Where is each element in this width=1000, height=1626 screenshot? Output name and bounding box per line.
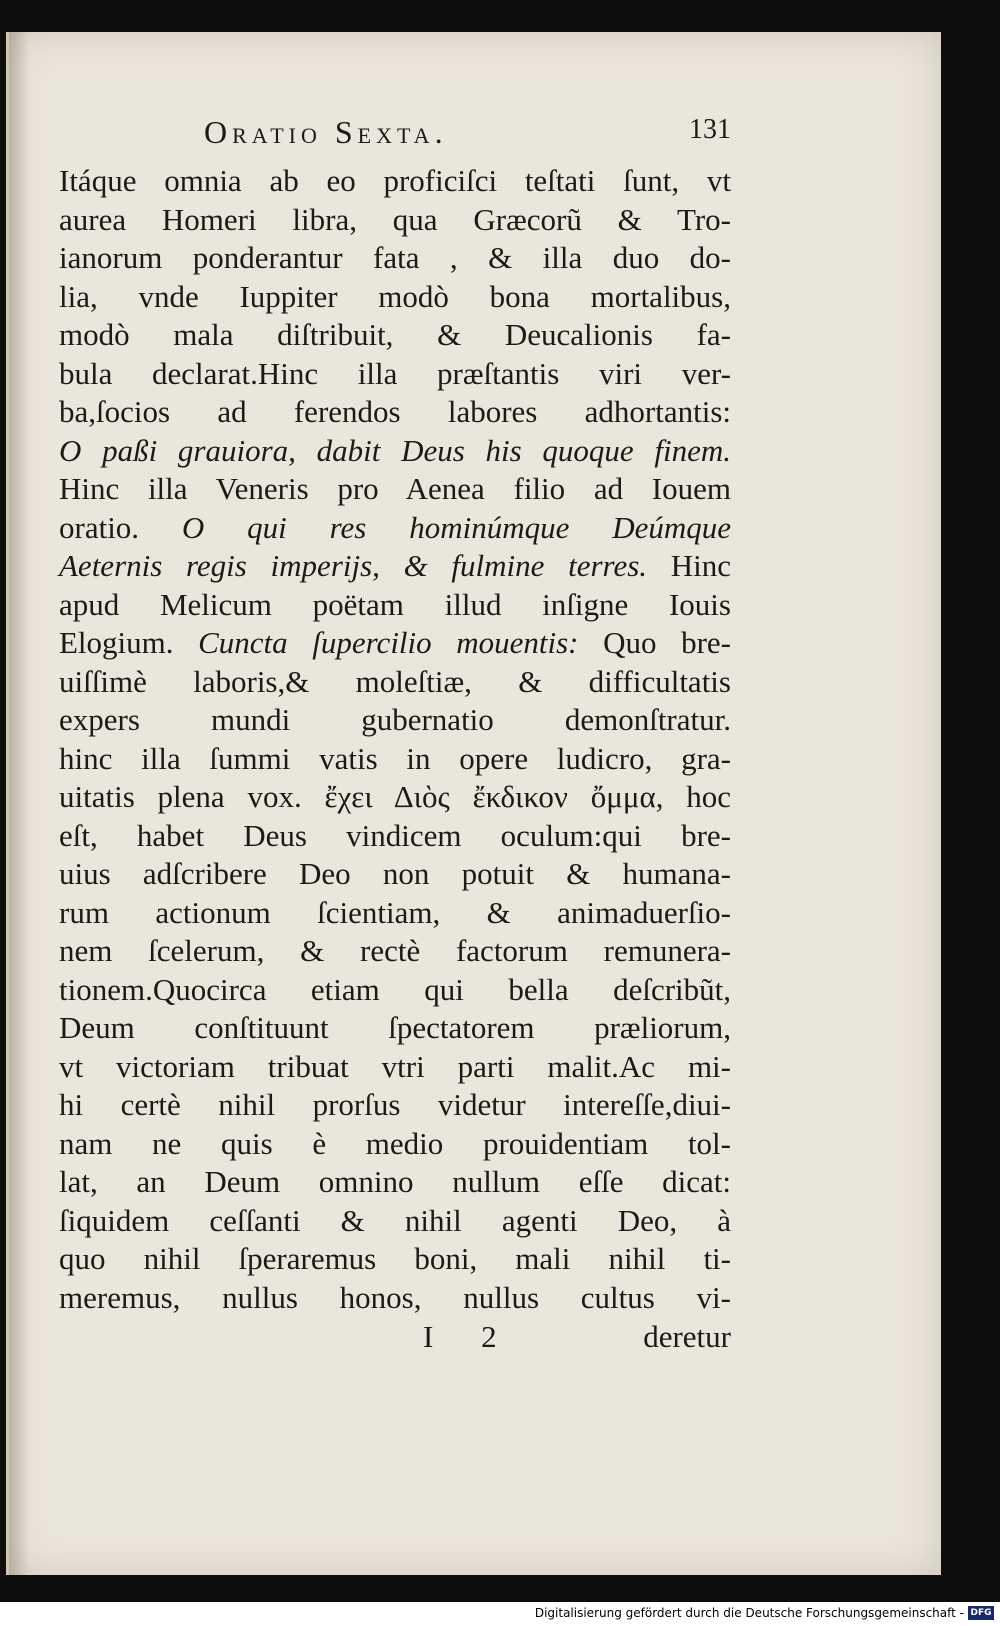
text-line: modò mala diſtribuit, & Deucalionis fa- bbox=[59, 317, 731, 352]
text-line: ſiquidem ceſſanti & nihil agenti Deo, à bbox=[59, 1202, 731, 1238]
text-line: quo nihil ſperaremus boni, mali nihil ti- bbox=[59, 1241, 731, 1276]
text-line: nem ſcelerum, & rectè factorum remunera- bbox=[59, 933, 731, 968]
text-line bbox=[59, 547, 731, 586]
text-block bbox=[59, 110, 731, 1359]
text-line: hi certè nihil prorſus videtur intereſſe,diui- bbox=[59, 1087, 731, 1122]
text-line bbox=[59, 509, 731, 548]
text-line: Deum conſtituunt ſpectatorem præliorum, bbox=[59, 1010, 731, 1045]
catchword: deretur bbox=[643, 1319, 731, 1354]
text-line: hinc illa ſummi vatis in opere ludicro, gra- bbox=[59, 740, 731, 776]
text-segment: Cuncta ſupercilio mouentis: bbox=[198, 625, 604, 660]
text-line: nam ne quis è medio prouidentiam tol- bbox=[59, 1125, 731, 1161]
text-line: Hinc illa Veneris pro Aenea filio ad Iouem bbox=[59, 471, 731, 506]
text-line: ianorum ponderantur fata , & illa duo do- bbox=[59, 240, 731, 275]
text-line: eſt, habet Deus vindicem oculum:qui bre- bbox=[59, 817, 731, 853]
book-page bbox=[6, 32, 941, 1575]
text-line: vt victoriam tribuat vtri parti malit.Ac mi- bbox=[59, 1048, 731, 1084]
text-segment: O qui res hominúmque Deúmque bbox=[181, 509, 731, 545]
credit-text: Digitalisierung gefördert durch die Deutsche Forschungsgemeinschaft - bbox=[534, 1606, 964, 1620]
text-line: bula declarat.Hinc illa præſtantis viri ver- bbox=[59, 355, 731, 391]
text-line: expers mundi gubernatio demonſtratur. bbox=[59, 702, 731, 737]
footer-line bbox=[59, 1319, 731, 1359]
gutter-shadow bbox=[9, 32, 29, 1575]
running-title: Oratio Sexta. bbox=[204, 114, 448, 150]
text-line bbox=[59, 624, 731, 663]
dfg-logo-icon: DFG bbox=[968, 1606, 994, 1620]
text-line: O paßi grauiora, dabit Deus his quoque finem. bbox=[59, 432, 731, 468]
text-line: lat, an Deum omnino nullum eſſe dicat: bbox=[59, 1164, 731, 1199]
text-segment: Elogium. bbox=[59, 625, 199, 660]
credit-bar bbox=[0, 1602, 1000, 1626]
text-line: meremus, nullus honos, nullus cultus vi- bbox=[59, 1279, 731, 1315]
page-number: 131 bbox=[689, 114, 731, 145]
text-line: aurea Homeri libra, qua Græcorũ & Tro- bbox=[59, 201, 731, 237]
text-line: uiſſimè laboris,& moleſtiæ, & difficultatis bbox=[59, 663, 731, 699]
running-header bbox=[59, 110, 731, 162]
text-line: Itáque omnia ab eo proficiſci teſtati ſunt, vt bbox=[59, 163, 731, 198]
text-line: ba,ſocios ad ferendos labores adhortantis: bbox=[59, 394, 731, 429]
text-segment: Hinc bbox=[670, 548, 731, 583]
text-line: uius adſcribere Deo non potuit & humana- bbox=[59, 856, 731, 891]
text-line: uitatis plena vox. ἔχει Διὸς ἔκδικον ὄμμα, hoc bbox=[59, 779, 731, 814]
text-segment: oratio. bbox=[59, 509, 182, 545]
text-line: lia, vnde Iuppiter modò bona mortalibus, bbox=[59, 278, 731, 314]
signature-mark: I 2 bbox=[423, 1319, 517, 1354]
body-text bbox=[59, 162, 731, 1317]
text-segment: Aeternis regis imperijs, & fulmine terres. bbox=[59, 548, 671, 583]
text-line: tionem.Quocirca etiam qui bella deſcribũt, bbox=[59, 971, 731, 1007]
text-segment: Quo bre- bbox=[603, 625, 731, 660]
text-line: apud Melicum poëtam illud inſigne Iouis bbox=[59, 586, 731, 622]
text-line: rum actionum ſcientiam, & animaduerſio- bbox=[59, 894, 731, 930]
